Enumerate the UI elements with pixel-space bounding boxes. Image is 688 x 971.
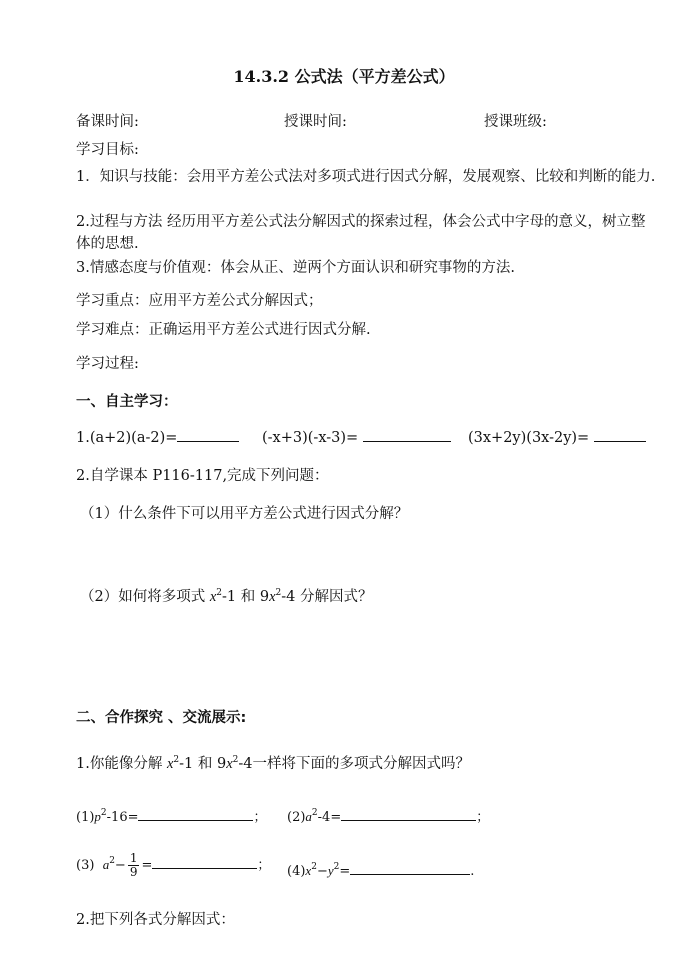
teach-time-label: 授课时间:: [284, 114, 347, 130]
exercise-x-y: $(4)x^2-y^2=$ .: [287, 862, 475, 879]
exercise-1a-text: 1.(a+2)(a-2)=: [76, 430, 178, 446]
fraction: [128, 852, 140, 879]
exercise-fraction: (3) $a^2-$ $\frac{1}{9}$ = ；: [76, 851, 271, 879]
exercise-expr: -4=: [317, 810, 342, 825]
math-a: a: [102, 857, 110, 872]
exercise-1c: [468, 427, 646, 446]
exercise-label: (3): [76, 858, 95, 873]
section-2-question-2: 2.把下列各式分解因式：: [76, 912, 235, 928]
objective-1: 1．知识与技能：会用平方差公式法对多项式进行因式分解，发展观察、比较和判断的能力.: [76, 169, 656, 185]
objective-3: 3.情感态度与价值观：体会从正、逆两个方面认识和研究事物的方法.: [76, 260, 515, 276]
exercise-1b-text: (-x+3)(-x-3)=: [262, 430, 359, 446]
exercise-1c-text: (3x+2y)(3x-2y)=: [468, 430, 590, 446]
answer-blank: [594, 427, 646, 442]
exercise-label: (4): [287, 864, 306, 879]
section-2-question-1: [76, 752, 470, 773]
math-x: x: [226, 756, 233, 772]
answer-blank: [363, 427, 451, 442]
exponent-2: 2: [100, 808, 107, 818]
exercise-label: (2): [287, 810, 306, 825]
exponent-2: 2: [275, 588, 282, 598]
exponent-2: 2: [109, 856, 115, 866]
section-2-heading: 二、合作探究 、交流展示:: [76, 710, 247, 726]
question-2-2-pre: （2）如何将多项式: [80, 589, 206, 605]
fraction-denominator: 9: [129, 865, 138, 879]
question-mid: -1 和 9: [179, 756, 227, 772]
answer-blank: [138, 806, 253, 821]
math-y: y: [327, 863, 334, 878]
math-x: x: [305, 863, 312, 878]
math-p: p: [94, 809, 101, 824]
objectives-label: 学习目标:: [76, 142, 139, 158]
question-pre: 1.你能像分解: [76, 756, 163, 772]
question-2-2: [80, 585, 373, 606]
question-2-2-post: -4 分解因式？: [281, 589, 373, 605]
exponent-2: 2: [216, 588, 223, 598]
page-title: 14.3.2 公式法（平方差公式）: [233, 67, 455, 86]
exercise-expr: -16=: [106, 810, 139, 825]
math-x: x: [269, 589, 276, 605]
exercise-1a: [76, 427, 239, 446]
difficulty-point: 学习难点：正确运用平方差公式进行因式分解.: [76, 322, 371, 338]
process-label: 学习过程:: [76, 356, 139, 372]
math-a: a: [305, 809, 312, 824]
exponent-2: 2: [173, 755, 180, 765]
exponent-2: 2: [333, 862, 340, 872]
objective-2: 2.过程与方法 经历用平方差公式法分解因式的探索过程，体会公式中字母的意义，树立整体的思想.: [76, 214, 646, 252]
answer-blank: [350, 860, 470, 875]
math-x: x: [166, 756, 174, 772]
equals-sign: =: [141, 858, 153, 873]
math-x: x: [209, 589, 217, 605]
exponent-2: 2: [232, 755, 239, 765]
prep-time-label: 备课时间:: [76, 114, 139, 130]
question-2-1: （1）什么条件下可以用平方差公式进行因式分解？: [80, 506, 409, 522]
exercise-label: (1): [76, 810, 95, 825]
exercise-a-squared: $(2)a^2-4=$ ；: [287, 808, 490, 825]
teach-class-label: 授课班级:: [484, 114, 547, 130]
question-post: -4一样将下面的多项式分解因式吗？: [238, 756, 470, 772]
exercise-p-squared: $(1)p^2-16=$ ；: [76, 808, 267, 825]
question-2-2-mid: -1 和 9: [222, 589, 270, 605]
fraction-numerator: 1: [129, 851, 138, 865]
key-point: 学习重点：应用平方差公式分解因式；: [76, 293, 323, 309]
exponent-2: 2: [311, 808, 318, 818]
exponent-2: 2: [311, 862, 317, 872]
section-1-heading: 一、自主学习：: [76, 394, 178, 410]
answer-blank: [341, 806, 476, 821]
answer-blank: [177, 427, 239, 442]
answer-blank: [152, 854, 257, 869]
self-study-question: 2.自学课本 P116-117,完成下列问题：: [76, 468, 329, 484]
exercise-1b: [262, 427, 451, 446]
